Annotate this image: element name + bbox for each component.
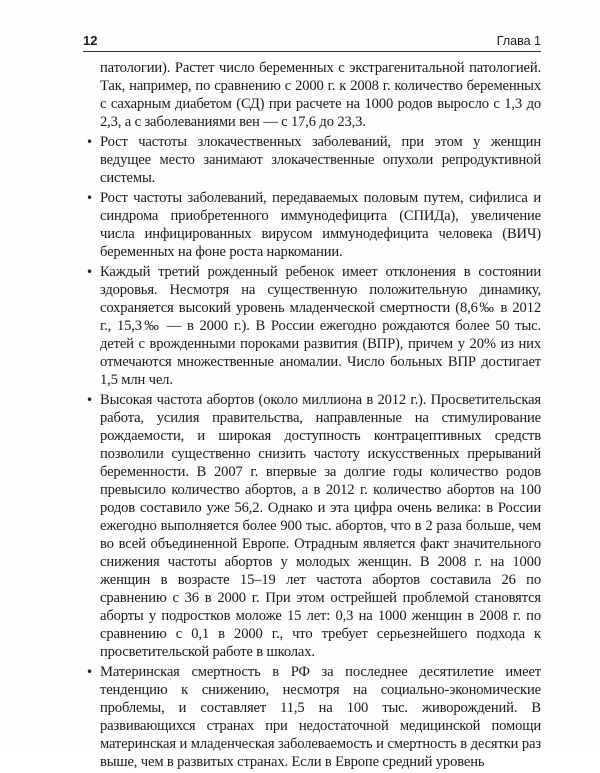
bullet-item [86, 391, 541, 661]
bullet-text: Высокая частота абортов (около миллиона в 2012 г.). Просветительская работа, усилия правительства, направленные на стимулирование рождаемости, и широкая доступность контрацептивных средств позволили существенно снизить частоту искусственных прерываний беременности. В 2007 г. впервые за долгие годы количество родов превысило количество абортов, а в 2012 г. количество абортов на 100 родов составило уже 56,2. Однако и эта цифра очень велика: в России ежегодно выполняется более 900 тыс. абортов, что в 2 раза больше, чем во всей объединенной Европе. Отрадным является факт значительного снижения частоты абортов у молодых женщин. В 2008 г. на 1000 женщин в возрасте 15–19 лет частота абортов составила 26 по сравнению с 36 в 2000 г. При этом острейшей проблемой становятся аборты у подростков моложе 15 лет: 0,3 на 1000 женщин в 2008 г. по сравнению с 0,1 в 2000 г., что требует серьезнейшего подхода к просветительской работе в школах. [100, 392, 541, 660]
bullet-item [86, 663, 541, 771]
bullet-icon: • [86, 191, 93, 205]
page-number: 12 [83, 33, 98, 48]
bullet-text: Рост частоты заболеваний, передаваемых половым путем, сифилиса и синдрома приобретенного иммунодефицита (СПИДа), увеличение числа инфицированных вирусом иммунодефицита человека (ВИЧ) беременных на фоне роста наркомании. [100, 190, 541, 260]
bullet-icon: • [86, 135, 93, 149]
bullet-item [86, 263, 541, 389]
bullet-item [86, 189, 541, 261]
bullet-text: Каждый третий рожденный ребенок имеет отклонения в состоянии здоровья. Несмотря на существенную положительную динамику, сохраняется высокий уровень младенческой смертности (8,6‰ в 2012 г., 15,3‰ — в 2000 г.). В России ежегодно рождаются более 50 тыс. детей с врожденными пороками развития (ВПР), причем у 20% из них отмечаются множественные аномалии. Число больных ВПР достигает 1,5 млн чел. [100, 264, 541, 388]
continued-paragraph: патологии). Растет число беременных с экстрагенитальной патологией. Так, например, по сравнению с 2000 г. к 2008 г. количество беременных с сахарным диабетом (СД) при расчете на 1000 родов выросло с 1,3 до 2,3, а с заболеваниями вен — с 17,6 до 23,3. [100, 60, 541, 130]
bullet-icon: • [86, 393, 93, 407]
bullet-icon: • [86, 665, 93, 679]
bullet-icon: • [86, 265, 93, 279]
bullet-text: Материнская смертность в РФ за последнее десятилетие имеет тенденцию к снижению, несмотря на социально-экономические проблемы, и составляет 11,5 на 100 тыс. живорождений. В развивающихся странах при недостаточной медицинской помощи материнская и младенческая заболеваемость и смертность в десятки раз выше, чем в развитых странах. Если в Европе средний уровень [100, 664, 541, 770]
bullet-item [86, 133, 541, 187]
running-header [83, 33, 541, 52]
body-text [86, 59, 541, 773]
chapter-title: Глава 1 [496, 34, 541, 48]
bullet-text: Рост частоты злокачественных заболеваний, при этом у женщин ведущее место занимают злокачественные опухоли репродуктивной системы. [100, 134, 541, 186]
